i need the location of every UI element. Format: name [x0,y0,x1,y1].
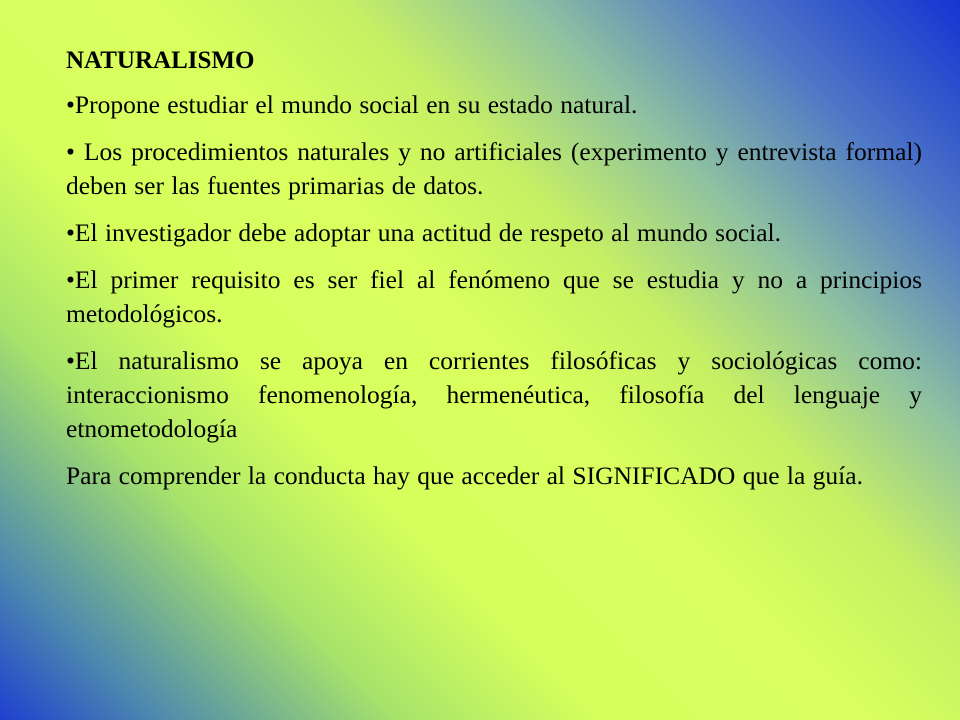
paragraph-procedimientos-naturales: • Los procedimientos naturales y no artificiales (experimento y entrevista formal) deben ser las fuentes primarias de datos. [66,137,922,200]
paragraph-primer-requisito: •El primer requisito es ser fiel al fenómeno que se estudia y no a principios metodológicos. [66,265,922,328]
slide-title: NATURALISMO [66,47,255,74]
paragraph-estudiar-mundo-social: •Propone estudiar el mundo social en su estado natural. [66,90,638,119]
slide-content [66,46,922,506]
paragraph-actitud-respeto: •El investigador debe adoptar una actitud de respeto al mundo social. [66,218,781,247]
paragraph-corrientes-filosoficas: •El naturalismo se apoya en corrientes filosóficas y sociológicas como: interaccionismo fenomenología, hermenéutica, filosofía del lenguaje y etnometodología [66,346,922,443]
paragraph-significado: Para comprender la conducta hay que acceder al SIGNIFICADO que la guía. [66,461,863,490]
